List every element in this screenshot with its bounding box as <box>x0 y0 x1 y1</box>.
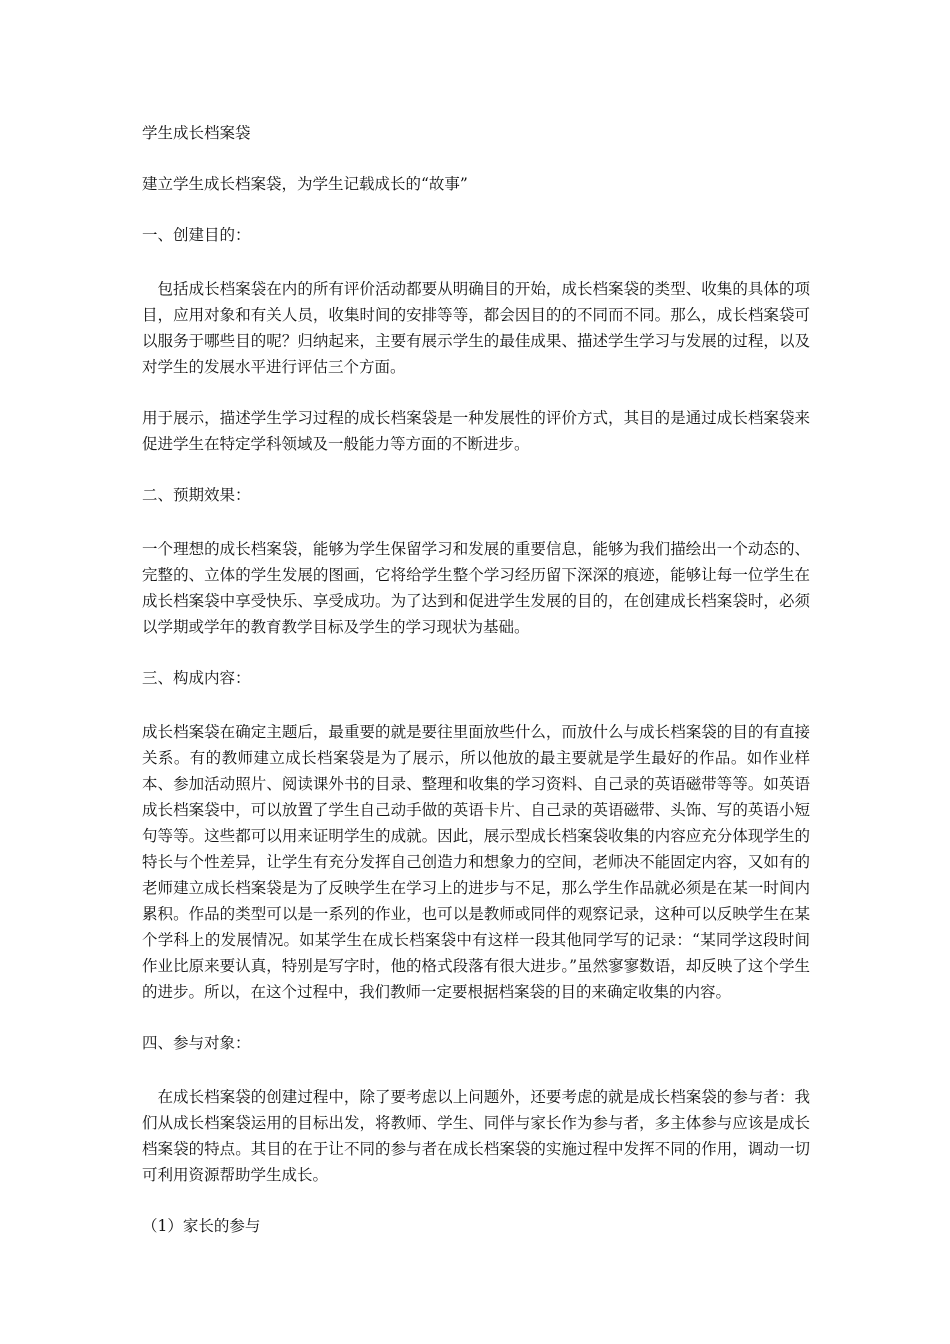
document-subtitle: 建立学生成长档案袋，为学生记载成长的“故事” <box>142 175 468 193</box>
section-heading-purpose: 一、创建目的： <box>142 226 251 244</box>
document-body <box>142 120 810 1264</box>
section-heading-participants: 四、参与对象： <box>142 1034 251 1052</box>
paragraph-participants: 在成长档案袋的创建过程中，除了要考虑以上问题外，还要考虑的就是成长档案袋的参与者：我们从成长档案袋运用的目标出发，将教师、学生、同伴与家长作为参与者，多主体参与应该是成长档案袋的特点。其目的在于让不同的参与者在成长档案袋的实施过程中发挥不同的作用，调动一切可利用资源帮助学生成长。 <box>142 1088 810 1184</box>
paragraph-purpose-1: 包括成长档案袋在内的所有评价活动都要从明确目的开始，成长档案袋的类型、收集的具体的项目，应用对象和有关人员，收集时间的安排等等，都会因目的的不同而不同。那么，成长档案袋可以服务于哪些目的呢？归纳起来，主要有展示学生的最佳成果、描述学生学习与发展的过程，以及对学生的发展水平进行评估三个方面。 <box>142 280 810 376</box>
document-title: 学生成长档案袋 <box>142 124 251 142</box>
subheading-parent-participation: （1）家长的参与 <box>142 1217 261 1235</box>
paragraph-expected-effect: 一个理想的成长档案袋，能够为学生保留学习和发展的重要信息，能够为我们描绘出一个动态的、完整的、立体的学生发展的图画，它将给学生整个学习经历留下深深的痕迹，能够让每一位学生在成长档案袋中享受快乐、享受成功。为了达到和促进学生发展的目的，在创建成长档案袋时，必须以学期或学年的教育教学目标及学生的学习现状为基础。 <box>142 540 810 636</box>
section-heading-contents: 三、构成内容： <box>142 669 251 687</box>
paragraph-contents: 成长档案袋在确定主题后，最重要的就是要往里面放些什么，而放什么与成长档案袋的目的有直接关系。有的教师建立成长档案袋是为了展示，所以他放的最主要就是学生最好的作品。如作业样本、参加活动照片、阅读课外书的目录、整理和收集的学习资料、自己录的英语磁带等等。如英语成长档案袋中，可以放置了学生自己动手做的英语卡片、自己录的英语磁带、头饰、写的英语小短句等等。这些都可以用来证明学生的成就。因此，展示型成长档案袋收集的内容应充分体现学生的特长与个性差异，让学生有充分发挥自己创造力和想象力的空间，老师决不能固定内容，又如有的老师建立成长档案袋是为了反映学生在学习上的进步与不足，那么学生作品就必须是在某一时间内累积。作品的类型可以是一系列的作业，也可以是教师或同伴的观察记录，这种可以反映学生在某个学科上的发展情况。如某学生在成长档案袋中有这样一段其他同学写的记录：“某同学这段时间作业比原来要认真，特别是写字时，他的格式段落有很大进步。”虽然寥寥数语，却反映了这个学生的进步。所以，在这个过程中，我们教师一定要根据档案袋的目的来确定收集的内容。 <box>142 723 810 1001</box>
section-heading-expected-effect: 二、预期效果： <box>142 486 251 504</box>
paragraph-purpose-2: 用于展示，描述学生学习过程的成长档案袋是一种发展性的评价方式，其目的是通过成长档案袋来促进学生在特定学科领域及一般能力等方面的不断进步。 <box>142 409 810 453</box>
